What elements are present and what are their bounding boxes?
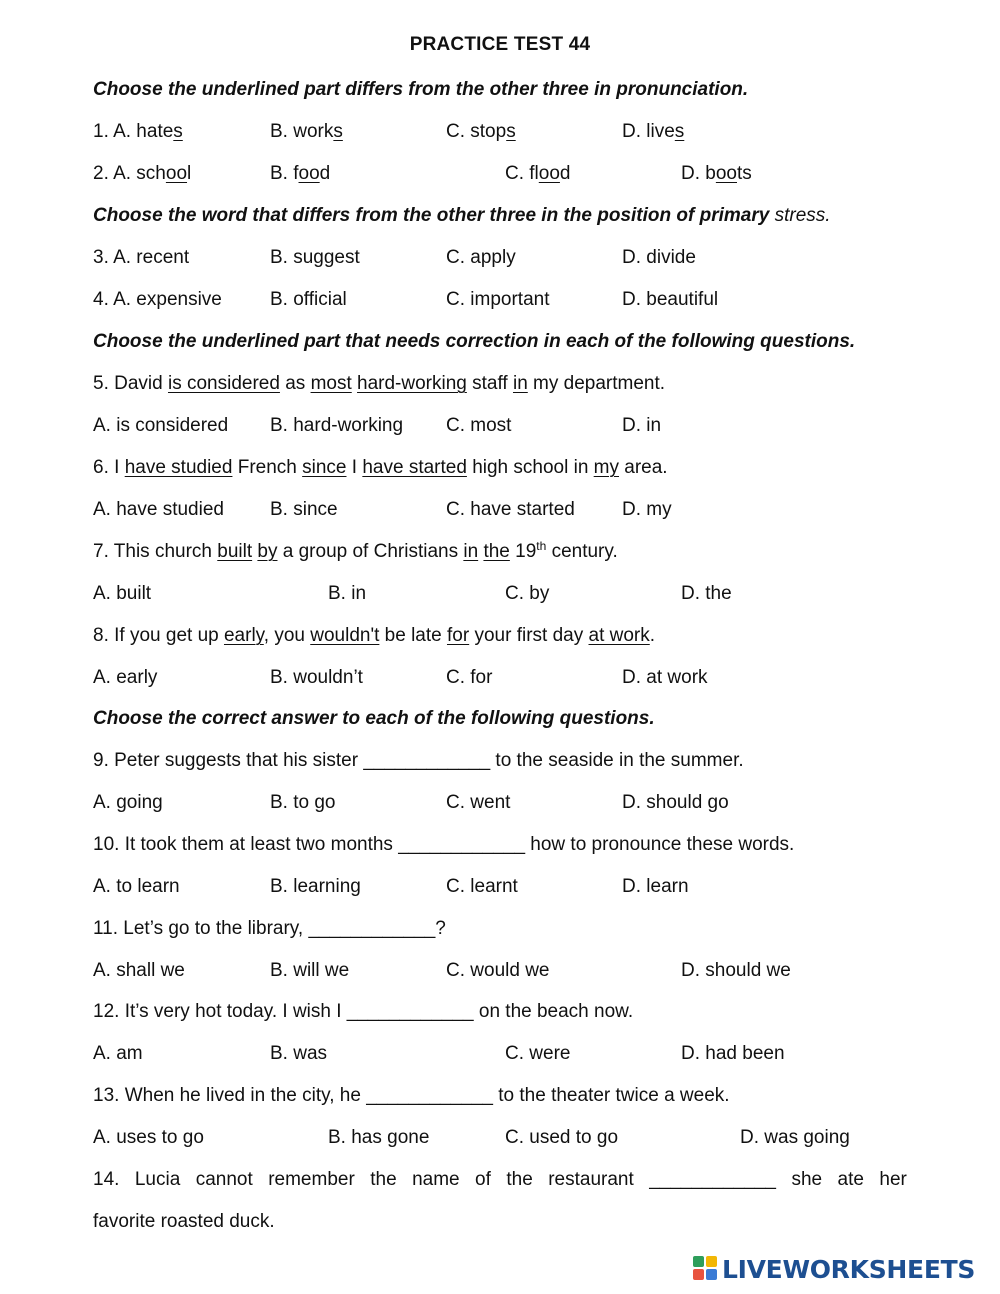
q12-option-c: C. were [505, 1043, 571, 1064]
q7-option-d: D. the [681, 583, 732, 604]
q10-option-a: A. to learn [93, 876, 180, 897]
q1-option-b: B. works [270, 121, 343, 142]
q13-option-a: A. uses to go [93, 1127, 204, 1148]
q9-option-b: B. to go [270, 792, 336, 813]
q6-option-a: A. have studied [93, 499, 224, 520]
q8-option-a: A. early [93, 667, 158, 688]
q9-option-c: C. went [446, 792, 511, 813]
q9-option-a: A. going [93, 792, 163, 813]
q4-option-b: B. official [270, 289, 347, 310]
q11-option-c: C. would we [446, 960, 550, 981]
q1-option-a: 1. A. hates [93, 121, 183, 142]
q13-option-d: D. was going [740, 1127, 850, 1148]
q3-option-a: 3. A. recent [93, 247, 190, 268]
q13-sentence: 13. When he lived in the city, he ____________ to the theater twice a week. [93, 1085, 730, 1106]
q3-option-d: D. divide [622, 247, 696, 268]
q5-sentence: 5. David is considered as most hard-working staff in my department. [93, 373, 666, 394]
q8-sentence: 8. If you get up early, you wouldn't be late for your first day at work. [93, 625, 656, 646]
q8-option-c: C. for [446, 667, 493, 688]
q14-sentence: 14. Lucia cannot remember the name of the restaurant ____________ she ate her [93, 1169, 907, 1190]
q1-option-d: D. lives [622, 121, 685, 142]
q8-option-d: D. at work [622, 667, 708, 688]
q5-option-a: A. is considered [93, 415, 229, 436]
q10-option-d: D. learn [622, 876, 689, 897]
q2-option-a: 2. A. school [93, 163, 192, 184]
q2-option-d: D. boots [681, 163, 752, 184]
liveworksheets-logo [693, 1252, 975, 1286]
q11-sentence: 11. Let’s go to the library, ____________? [93, 918, 446, 939]
q9-sentence: 9. Peter suggests that his sister ____________ to the seaside in the summer. [93, 750, 744, 771]
q8-option-b: B. wouldn’t [270, 667, 363, 688]
q6-sentence: 6. I have studied French since I have started high school in my area. [93, 457, 668, 478]
q2-option-b: B. food [270, 163, 331, 184]
instruction-pronunciation: Choose the underlined part differs from the other three in pronunciation. [93, 79, 749, 100]
q5-option-d: D. in [622, 415, 662, 436]
q10-option-c: C. learnt [446, 876, 518, 897]
instruction-stress: Choose the word that differs from the other three in the position of primary stress. [93, 205, 831, 226]
q12-option-b: B. was [270, 1043, 328, 1064]
q7-sentence: 7. This church built by a group of Christians in the 19th century. [93, 539, 618, 562]
q9-option-d: D. should go [622, 792, 729, 813]
q4-option-a: 4. A. expensive [93, 289, 222, 310]
q11-option-b: B. will we [270, 960, 350, 981]
q10-option-b: B. learning [270, 876, 361, 897]
liveworksheets-logo-icon [693, 1256, 719, 1282]
q4-option-c: C. important [446, 289, 550, 310]
q13-option-c: C. used to go [505, 1127, 619, 1148]
q6-option-c: C. have started [446, 499, 575, 520]
q12-option-a: A. am [93, 1043, 143, 1064]
q1-option-c: C. stops [446, 121, 516, 142]
q11-option-d: D. should we [681, 960, 791, 981]
q4-option-d: D. beautiful [622, 289, 719, 310]
q6-option-d: D. my [622, 499, 672, 520]
q10-sentence: 10. It took them at least two months ____________ how to pronounce these words. [93, 834, 795, 855]
q2-option-c: C. flood [505, 163, 571, 184]
q14-sentence-continued: favorite roasted duck. [93, 1211, 275, 1232]
q7-option-c: C. by [505, 583, 550, 604]
q12-option-d: D. had been [681, 1043, 785, 1064]
q7-option-b: B. in [328, 583, 367, 604]
page-title: PRACTICE TEST 44 [409, 34, 591, 55]
instruction-correct-answer: Choose the correct answer to each of the following questions. [93, 708, 655, 729]
logo-text: LIVEWORKSHEETS [722, 1254, 976, 1284]
q13-option-b: B. has gone [328, 1127, 430, 1148]
q7-option-a: A. built [93, 583, 152, 604]
q6-option-b: B. since [270, 499, 338, 520]
q3-option-b: B. suggest [270, 247, 360, 268]
q3-option-c: C. apply [446, 247, 516, 268]
q11-option-a: A. shall we [93, 960, 185, 981]
q12-sentence: 12. It’s very hot today. I wish I ____________ on the beach now. [93, 1001, 634, 1022]
q5-option-c: C. most [446, 415, 512, 436]
q5-option-b: B. hard-working [270, 415, 404, 436]
instruction-correction: Choose the underlined part that needs correction in each of the following questions. [93, 331, 856, 352]
